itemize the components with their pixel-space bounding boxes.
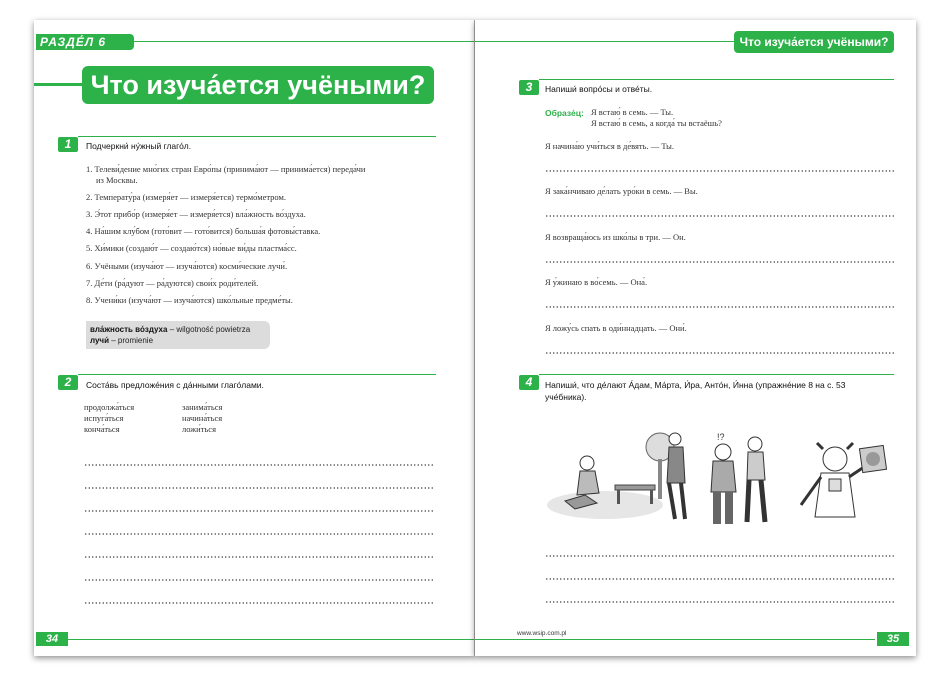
exercise-2-number: 2	[58, 375, 78, 390]
unit-label: РАЗДЕ́Л 6	[36, 34, 134, 50]
publisher-url[interactable]: www.wsip.com.pl	[517, 630, 567, 637]
exercise-1-item: 6. Учёными (изуча́ют — изуча́ются) косми́ческие лучи́.	[86, 261, 288, 271]
verb-list-item: начина́ться	[182, 413, 223, 423]
answer-line[interactable]	[545, 170, 895, 172]
vocab-term: вла́жность во́здуха	[90, 325, 168, 334]
exercise-3-number: 3	[519, 80, 539, 95]
exercise-1-number: 1	[58, 137, 78, 152]
exercise-1-item: 7. Де́ти (ра́дуют — ра́дуются) свои́х роди́телей.	[86, 278, 259, 288]
exercise-3-rule	[539, 79, 894, 80]
svg-text:!?: !?	[717, 432, 725, 442]
verb-list-item: испуга́ться	[84, 413, 124, 423]
answer-line[interactable]	[545, 215, 895, 217]
vocabulary-box	[86, 321, 270, 349]
exercise-4-rule	[539, 374, 894, 375]
exercise-4-instruction: уче́бника).	[545, 392, 587, 402]
answer-line[interactable]	[84, 533, 434, 535]
exercise-2-instruction: Соста́вь предложе́ния с да́нными глаго́лами.	[86, 380, 264, 390]
verb-list-item: конча́ться	[84, 424, 120, 434]
exercise-1-item: из Москвы.	[96, 175, 138, 185]
answer-line[interactable]	[84, 602, 434, 604]
exercise-1-instruction: Подчеркни́ ну́жный глаго́л.	[86, 141, 192, 151]
verb-list-item: продолжа́ться	[84, 402, 135, 412]
example-label: Образе́ц:	[545, 108, 584, 118]
exercise-3-instruction: Напиши́ вопро́сы и отве́ты.	[545, 84, 653, 94]
exercise-1-item: 2. Температу́ра (измеря́ет — измеря́ется) термо́метром.	[86, 192, 287, 202]
header-rule	[475, 41, 735, 42]
vocab-meaning: – promienie	[109, 336, 154, 345]
exercise-1-rule	[78, 136, 436, 137]
header-tab: Что изуча́ется учёными?	[734, 31, 894, 53]
verb-list-item: занима́ться	[182, 402, 223, 412]
answer-line[interactable]	[84, 510, 434, 512]
title-rule	[34, 83, 84, 86]
park-bench-illustration	[545, 425, 705, 525]
exercise-4-number: 4	[519, 375, 539, 390]
page-title: Что изуча́ется учёными?	[82, 66, 434, 104]
answer-line[interactable]	[545, 306, 895, 308]
page-number: 35	[877, 632, 909, 646]
vocab-entry	[90, 335, 266, 346]
answer-line[interactable]	[545, 261, 895, 263]
prompt-sentence: Я начина́ю учи́ться в де́вять. — Ты.	[545, 141, 674, 151]
exercise-1-item: 3. Э́тот прибо́р (измеря́ет — измеря́ется) вла́жность во́здуха.	[86, 209, 306, 219]
girl-with-photo-illustration	[795, 435, 895, 525]
exercise-1-item: 5. Хи́мики (создаю́т — создаю́тся) но́вые ви́ды пластма́сс.	[86, 243, 297, 253]
header-rule	[134, 41, 475, 42]
footer-rule	[475, 639, 875, 640]
prompt-sentence: Я зака́нчиваю де́лать уро́ки в семь. — Вы.	[545, 186, 698, 196]
example-line: Я встаю́ в семь, а когда́ ты встаёшь?	[591, 118, 722, 128]
prompt-sentence: Я ложу́сь спать в оди́ннадцать. — Они́.	[545, 323, 687, 333]
left-page	[34, 20, 475, 656]
answer-line[interactable]	[545, 601, 895, 603]
footer-rule	[68, 639, 475, 640]
answer-line[interactable]	[84, 579, 434, 581]
exercise-1-item: 8. Учени́ки (изуча́ют — изуча́ются) шко́льные предме́ты.	[86, 295, 293, 305]
exercise-2-rule	[78, 374, 436, 375]
answer-line[interactable]	[84, 556, 434, 558]
answer-line[interactable]	[545, 578, 895, 580]
example-line: Я встаю́ в семь. — Ты.	[591, 107, 674, 117]
prompt-sentence: Я у́жинаю в во́семь. — Она́.	[545, 277, 648, 287]
vocab-term: лучи́	[90, 336, 109, 345]
exercise-1-item: 4. На́шим клу́бом (гото́вит — гото́вится) больша́я фотовы́ставка.	[86, 226, 321, 236]
answer-line[interactable]	[84, 487, 434, 489]
answer-line[interactable]	[545, 555, 895, 557]
vocab-entry	[90, 324, 266, 335]
answer-line[interactable]	[545, 352, 895, 354]
two-people-illustration	[703, 430, 783, 530]
page-number: 34	[36, 632, 68, 646]
answer-line[interactable]	[84, 464, 434, 466]
prompt-sentence: Я возвраща́юсь из шко́лы в три. — Он.	[545, 232, 686, 242]
exercise-4-instruction: Напиши́, что де́лают А́дам, Ма́рта, И́ра, Анто́н, И́нна (упражне́ние 8 на с. 53	[545, 380, 846, 390]
exercise-1-item: 1. Телеви́дение мно́гих стран Евро́пы (принима́ют — принима́ется) переда́чи	[86, 164, 366, 174]
vocab-meaning: – wilgotność powietrza	[167, 325, 251, 334]
right-page	[475, 20, 916, 656]
verb-list-item: ложи́ться	[182, 424, 216, 434]
